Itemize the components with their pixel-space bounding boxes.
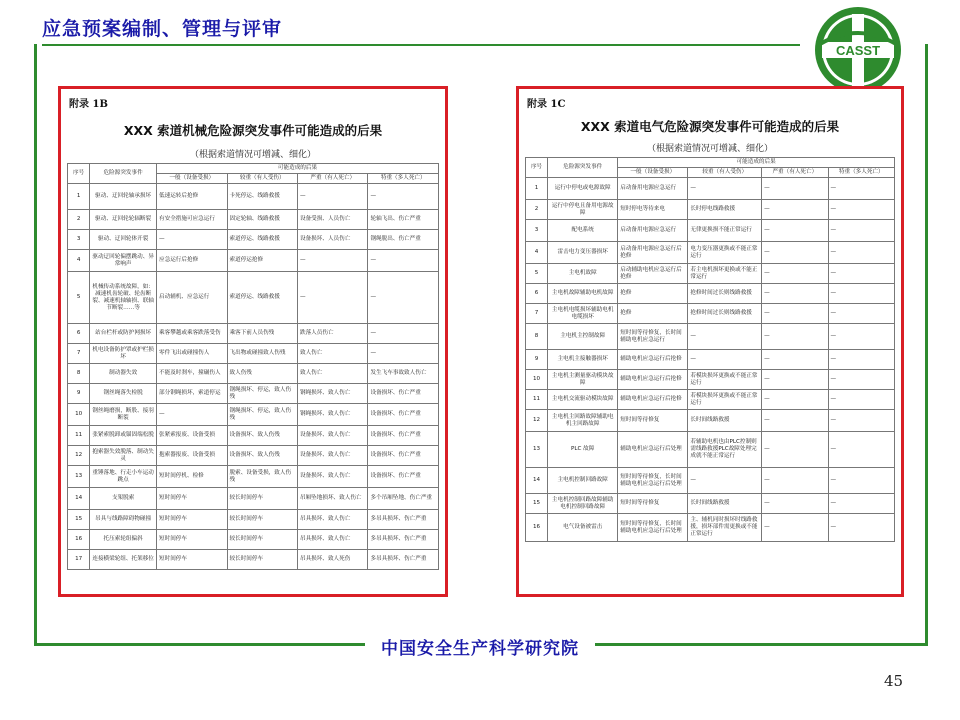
serious-cell: 乘客下前人员伤残 — [227, 324, 297, 344]
extreme-cell: — — [368, 324, 439, 344]
serious-cell: — — [688, 324, 762, 350]
event-cell: 支架脱索 — [90, 488, 157, 510]
extreme-cell: — — [828, 220, 894, 242]
table-row — [526, 200, 895, 220]
event-cell: 电气设备被雷击 — [548, 514, 618, 542]
general-cell: 零件飞出或碰撞伤人 — [157, 344, 227, 364]
table-row — [526, 432, 895, 468]
extreme-cell: — — [368, 184, 439, 210]
table-row — [68, 324, 439, 344]
page-number: 45 — [884, 672, 904, 690]
general-cell: 低速运转后抢修 — [157, 184, 227, 210]
severe-cell: 吊具损坏、致人死伤 — [297, 550, 367, 570]
extreme-cell: — — [828, 264, 894, 284]
severe-cell: 设备损坏、致人伤亡 — [297, 426, 367, 446]
header-consequence: 可能造成的后果 — [157, 164, 439, 174]
serious-cell: 长时间线路救援 — [688, 410, 762, 432]
extreme-cell: — — [828, 494, 894, 514]
doc-subtitle: （根据索道情况可增减、细化） — [189, 150, 316, 160]
event-cell: 钢丝绳落失检脱 — [90, 384, 157, 404]
table-row — [68, 364, 439, 384]
table-row — [526, 514, 895, 542]
row-number: 7 — [68, 344, 90, 364]
logo-text: CASST — [835, 43, 881, 58]
extreme-cell: — — [828, 178, 894, 200]
extreme-cell: 设备损坏、伤亡严重 — [368, 446, 439, 466]
general-cell: — — [157, 404, 227, 426]
row-number: 2 — [526, 200, 548, 220]
row-number: 14 — [526, 468, 548, 494]
general-cell: 启动备用电源应急运行 — [618, 178, 688, 200]
severe-cell: — — [762, 304, 828, 324]
serious-cell: — — [688, 178, 762, 200]
severe-cell: — — [762, 494, 828, 514]
event-cell: 运行中停电或电源故障 — [548, 178, 618, 200]
table-row — [526, 494, 895, 514]
extreme-cell: — — [368, 344, 439, 364]
general-cell: 短时停电等待来电 — [618, 200, 688, 220]
extreme-cell: — — [828, 370, 894, 390]
event-cell: 驱动、迂回轮轮辐断裂 — [90, 210, 157, 230]
row-number: 9 — [68, 384, 90, 404]
extreme-cell: — — [828, 468, 894, 494]
doc-title: XXX 索道机械危险源突发事件可能造成的后果 — [123, 123, 383, 138]
row-number: 16 — [68, 530, 90, 550]
extreme-cell: 轮轴飞出、伤亡严重 — [368, 210, 439, 230]
serious-cell: 抢修时间过长则线路救援 — [688, 284, 762, 304]
table-row — [68, 404, 439, 426]
extreme-cell: — — [828, 284, 894, 304]
table-row — [68, 510, 439, 530]
extreme-cell: — — [368, 272, 439, 324]
severe-cell: 设备损坏、人员伤亡 — [297, 230, 367, 250]
severe-cell: — — [762, 178, 828, 200]
general-cell: 短时间停车 — [157, 510, 227, 530]
event-cell: 主电机主接触器损坏 — [548, 350, 618, 370]
general-cell: 短时间等待修复，长时间辅助电机应急运行后处理 — [618, 514, 688, 542]
serious-cell: — — [688, 350, 762, 370]
extreme-cell: — — [828, 390, 894, 410]
event-cell: 主电机控制回路故障 — [548, 468, 618, 494]
table-row — [526, 324, 895, 350]
row-number: 10 — [526, 370, 548, 390]
severe-cell: — — [297, 250, 367, 272]
serious-cell: 较长时间停车 — [227, 488, 297, 510]
general-cell: — — [157, 230, 227, 250]
serious-cell: 设备损坏、致人伤残 — [227, 426, 297, 446]
row-number: 12 — [68, 446, 90, 466]
extreme-cell: — — [828, 200, 894, 220]
severe-cell: 设备损坏、致人伤亡 — [297, 466, 367, 488]
general-cell: 张紧索报废、设备受损 — [157, 426, 227, 446]
general-cell: 短时间等待修复，长时间辅助电机应急运行后处理 — [618, 468, 688, 494]
header-no: 序号 — [68, 164, 90, 184]
header-event: 危险源突发事件 — [90, 164, 157, 184]
extreme-cell: — — [828, 324, 894, 350]
consequence-table — [525, 157, 895, 542]
serious-cell: 索道停运抢修 — [227, 250, 297, 272]
row-number: 1 — [526, 178, 548, 200]
row-number: 16 — [526, 514, 548, 542]
row-number: 8 — [526, 324, 548, 350]
row-number: 9 — [526, 350, 548, 370]
serious-cell: 较长时间停车 — [227, 550, 297, 570]
event-cell: 主电机故障 — [548, 264, 618, 284]
table-row — [68, 466, 439, 488]
row-number: 10 — [68, 404, 90, 426]
serious-cell: 若主电机损坏更换或不能正常运行 — [688, 264, 762, 284]
table-row — [68, 488, 439, 510]
event-cell: 吊具与线路障碍物碰撞 — [90, 510, 157, 530]
event-cell: 钢丝绳磨损，断股、接羽断裂 — [90, 404, 157, 426]
row-number: 14 — [68, 488, 90, 510]
row-number: 4 — [526, 242, 548, 264]
event-cell: 主电机电缆损坏辅助电机电缆损坏 — [548, 304, 618, 324]
table-row — [68, 426, 439, 446]
severe-cell: 跌落人员伤亡 — [297, 324, 367, 344]
general-cell: 短时间等待修复，长时间辅助电机应急运行 — [618, 324, 688, 350]
doc-subtitle: （根据索道情况可增减、细化） — [646, 144, 773, 154]
serious-cell: 若辅助电机也由PLC控制则需线路救援PLC故障处理完成就不能正常运行 — [688, 432, 762, 468]
serious-cell: 钢绳损坏、停运，致人伤残 — [227, 384, 297, 404]
event-cell: 驱动、迂回轮轴承损坏 — [90, 184, 157, 210]
serious-cell: 设备损坏、致人伤残 — [227, 446, 297, 466]
general-cell: 启动备用电源应急运行后抢修 — [618, 242, 688, 264]
table-row — [526, 410, 895, 432]
row-number: 7 — [526, 304, 548, 324]
extreme-cell: 设备损坏、伤亡严重 — [368, 404, 439, 426]
extreme-cell: 多吊具损坏、伤亡严重 — [368, 510, 439, 530]
serious-cell: 固定轮轴、线路救援 — [227, 210, 297, 230]
extreme-cell: 发生飞车事故致人伤亡 — [368, 364, 439, 384]
serious-cell: 若模块损坏更换或不能正常运行 — [688, 370, 762, 390]
serious-cell: 脱索、设备受损，致人伤残 — [227, 466, 297, 488]
appendix-1b-document — [58, 86, 448, 597]
header-event: 危险源突发事件 — [548, 158, 618, 178]
table-row — [526, 350, 895, 370]
extreme-cell: — — [828, 304, 894, 324]
row-number: 6 — [526, 284, 548, 304]
row-number: 5 — [526, 264, 548, 284]
header-level-general: 一般（设备受损） — [157, 174, 227, 184]
severe-cell: — — [297, 272, 367, 324]
row-number: 12 — [526, 410, 548, 432]
table-row — [526, 178, 895, 200]
event-cell: PLC 故障 — [548, 432, 618, 468]
row-number: 2 — [68, 210, 90, 230]
appendix-1c-document — [516, 86, 904, 597]
header-level-general: 一般（设备受损） — [618, 168, 688, 178]
severe-cell: 钢绳损坏、致人伤亡 — [297, 404, 367, 426]
table-row — [526, 468, 895, 494]
event-cell: 重锤落地、行走小车运动跳点 — [90, 466, 157, 488]
footer-institute: 中国安全生产科学研究院 — [365, 639, 595, 659]
general-cell: 短时间停车 — [157, 530, 227, 550]
slide-title: 应急预案编制、管理与评审 — [42, 18, 283, 40]
event-cell: 主电机交流驱动模块故障 — [548, 390, 618, 410]
serious-cell: 电力变压器更换或不能正常运行 — [688, 242, 762, 264]
extreme-cell: 多个吊厢坠地、伤亡严重 — [368, 488, 439, 510]
appendix-label: 附录 1C — [527, 99, 566, 110]
event-cell: 雷击电力变压器损坏 — [548, 242, 618, 264]
table-row — [526, 370, 895, 390]
serious-cell: 长时停电线路救援 — [688, 200, 762, 220]
serious-cell: 主、辅机同时损坏时线路救援，损坏部件需更换或不能正常运行 — [688, 514, 762, 542]
general-cell: 辅助电机应急运行后处理 — [618, 432, 688, 468]
event-cell: 主电机故障辅助电机故障 — [548, 284, 618, 304]
row-number: 11 — [526, 390, 548, 410]
table-row — [68, 446, 439, 466]
row-number: 13 — [68, 466, 90, 488]
serious-cell: 卡死停运、线路救援 — [227, 184, 297, 210]
row-number: 8 — [68, 364, 90, 384]
general-cell: 短时间等待修复 — [618, 494, 688, 514]
table-row — [68, 210, 439, 230]
serious-cell: 索道停运、线路救援 — [227, 272, 297, 324]
severe-cell: — — [762, 468, 828, 494]
row-number: 13 — [526, 432, 548, 468]
general-cell: 短时间等待修复 — [618, 410, 688, 432]
severe-cell: 致人伤亡 — [297, 364, 367, 384]
event-cell: 运行中停电且备用电源故障 — [548, 200, 618, 220]
extreme-cell: 多吊具损坏、伤亡严重 — [368, 550, 439, 570]
general-cell: 启动备用电源应急运行 — [618, 220, 688, 242]
severe-cell: — — [762, 242, 828, 264]
extreme-cell: — — [828, 432, 894, 468]
severe-cell: 设备受损、人员伤亡 — [297, 210, 367, 230]
table-row — [526, 220, 895, 242]
event-cell: 张紧索脱卸或锚固端松脱 — [90, 426, 157, 446]
row-number: 11 — [68, 426, 90, 446]
serious-cell: 较长时间停车 — [227, 510, 297, 530]
extreme-cell: 多吊具损坏、伤亡严重 — [368, 530, 439, 550]
general-cell: 抢修 — [618, 284, 688, 304]
table-row — [526, 390, 895, 410]
event-cell: 配电系统 — [548, 220, 618, 242]
serious-cell: 飞出物或碰撞致人伤残 — [227, 344, 297, 364]
casst-logo — [812, 4, 904, 96]
header-level-severe: 严重（有人死亡） — [762, 168, 828, 178]
row-number: 15 — [526, 494, 548, 514]
table-row — [68, 530, 439, 550]
table-row — [526, 284, 895, 304]
serious-cell: 索道停运、线路救援 — [227, 230, 297, 250]
table-row — [526, 304, 895, 324]
serious-cell: 致人伤残 — [227, 364, 297, 384]
header-consequence: 可能造成的后果 — [618, 158, 895, 168]
general-cell: 短时间停车 — [157, 550, 227, 570]
general-cell: 辅助电机应急运行后抢修 — [618, 370, 688, 390]
severe-cell: 钢绳损坏、致人伤亡 — [297, 384, 367, 404]
event-cell: 驱动、迂回轮体开裂 — [90, 230, 157, 250]
row-number: 6 — [68, 324, 90, 344]
extreme-cell: — — [828, 514, 894, 542]
serious-cell: 较长时间停车 — [227, 530, 297, 550]
severe-cell: 吊具损坏、致人伤亡 — [297, 530, 367, 550]
severe-cell: — — [762, 432, 828, 468]
serious-cell: 无律更换损不能正常运行 — [688, 220, 762, 242]
extreme-cell: — — [828, 242, 894, 264]
general-cell: 应急运行后抢修 — [157, 250, 227, 272]
event-cell: 机电设备防护罩或护栏损坏 — [90, 344, 157, 364]
severe-cell: — — [762, 514, 828, 542]
severe-cell: — — [762, 264, 828, 284]
table-row — [68, 272, 439, 324]
severe-cell: 致人伤亡 — [297, 344, 367, 364]
general-cell: 短时间停机、检修 — [157, 466, 227, 488]
event-cell: 站台栏杆或防护网损坏 — [90, 324, 157, 344]
row-number: 15 — [68, 510, 90, 530]
severe-cell: — — [762, 220, 828, 242]
extreme-cell: 钢绳脱出、伤亡严重 — [368, 230, 439, 250]
serious-cell: 长时间线路救援 — [688, 494, 762, 514]
severe-cell: 设备损坏、致人伤亡 — [297, 446, 367, 466]
severe-cell: — — [297, 184, 367, 210]
extreme-cell: — — [368, 250, 439, 272]
event-cell: 制动器失效 — [90, 364, 157, 384]
serious-cell: 抢修时间过长则线路救援 — [688, 304, 762, 324]
table-row — [68, 250, 439, 272]
event-cell: 连接横梁轮组、托架移位 — [90, 550, 157, 570]
header-level-serious: 较重（有人受伤） — [688, 168, 762, 178]
extreme-cell: — — [828, 350, 894, 370]
general-cell: 启动辅助电机应急运行后抢修 — [618, 264, 688, 284]
row-number: 1 — [68, 184, 90, 210]
severe-cell: 吊具损坏、致人伤亡 — [297, 510, 367, 530]
general-cell: 不能及时刹车，撞碾伤人 — [157, 364, 227, 384]
row-number: 3 — [68, 230, 90, 250]
consequence-table — [67, 163, 439, 570]
severe-cell: — — [762, 350, 828, 370]
severe-cell: — — [762, 390, 828, 410]
general-cell: 启动辅机、应急运行 — [157, 272, 227, 324]
event-cell: 托压索轮组偏斜 — [90, 530, 157, 550]
row-number: 17 — [68, 550, 90, 570]
general-cell: 辅助电机应急运行后抢修 — [618, 350, 688, 370]
general-cell: 辅助电机应急运行后抢修 — [618, 390, 688, 410]
severe-cell: — — [762, 200, 828, 220]
general-cell: 部分钢绳损坏，索道停运 — [157, 384, 227, 404]
severe-cell: 吊厢坠地损坏、致人伤亡 — [297, 488, 367, 510]
table-row — [68, 184, 439, 210]
severe-cell: — — [762, 324, 828, 350]
general-cell: 有安全措施可应急运行 — [157, 210, 227, 230]
table-row — [526, 264, 895, 284]
row-number: 5 — [68, 272, 90, 324]
extreme-cell: — — [828, 410, 894, 432]
event-cell: 主电机主测量驱动模块故障 — [548, 370, 618, 390]
event-cell: 主电机主控制故障 — [548, 324, 618, 350]
extreme-cell: 设备损坏、伤亡严重 — [368, 384, 439, 404]
general-cell: 抱索器报废、设备受损 — [157, 446, 227, 466]
table-row — [526, 242, 895, 264]
event-cell: 抱索器失效脱落、制动失灵 — [90, 446, 157, 466]
table-row — [68, 384, 439, 404]
header-level-extreme: 特重（多人死亡） — [828, 168, 894, 178]
extreme-cell: 设备损坏、伤亡严重 — [368, 466, 439, 488]
severe-cell: — — [762, 284, 828, 304]
event-cell: 主电机控制回路故障辅助电机控制回路故障 — [548, 494, 618, 514]
header-level-serious: 较重（有人受伤） — [227, 174, 297, 184]
row-number: 4 — [68, 250, 90, 272]
serious-cell: — — [688, 468, 762, 494]
serious-cell: 钢绳损坏、停运，致人伤残 — [227, 404, 297, 426]
general-cell: 乘客攀越或乘客跌落受伤 — [157, 324, 227, 344]
extreme-cell: 设备损坏、伤亡严重 — [368, 426, 439, 446]
serious-cell: 若模块损坏更换或不能正常运行 — [688, 390, 762, 410]
header-no: 序号 — [526, 158, 548, 178]
severe-cell: — — [762, 370, 828, 390]
header-level-extreme: 特重（多人死亡） — [368, 174, 439, 184]
general-cell: 短时间停车 — [157, 488, 227, 510]
table-row — [68, 550, 439, 570]
footer — [0, 634, 960, 659]
severe-cell: — — [762, 410, 828, 432]
table-row — [68, 344, 439, 364]
event-cell: 机械传动系统故障，如：减速机齿轮破、轮齿断裂、减速机轴轴损、联轴节断裂……等 — [90, 272, 157, 324]
doc-title: XXX 索道电气危险源突发事件可能造成的后果 — [580, 119, 840, 134]
row-number: 3 — [526, 220, 548, 242]
table-row — [68, 230, 439, 250]
general-cell: 抢修 — [618, 304, 688, 324]
event-cell: 驱动迂回轮偏摆跳动、异常响声 — [90, 250, 157, 272]
event-cell: 主电机主回路故障辅助电机主回路故障 — [548, 410, 618, 432]
appendix-label: 附录 1B — [69, 99, 108, 110]
header-level-severe: 严重（有人死亡） — [297, 174, 367, 184]
